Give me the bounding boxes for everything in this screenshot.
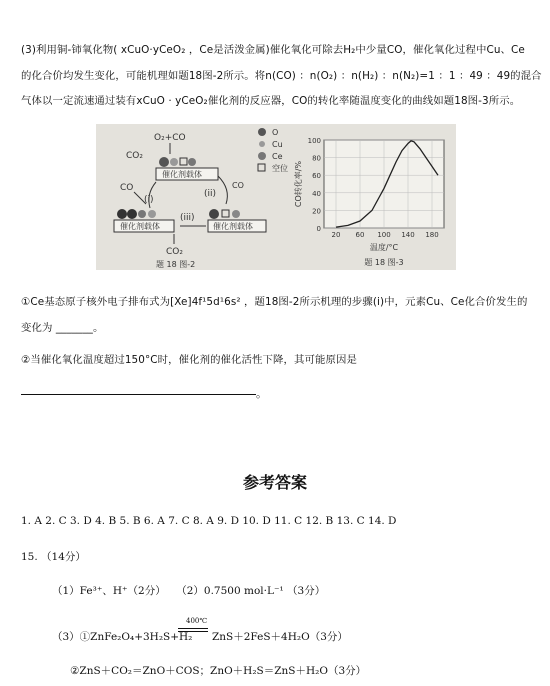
x-tick-label: 180 [425,231,439,239]
legend-ce: Ce [272,152,283,161]
chart-ylabel: CO转化率/% [294,160,303,208]
chart-xlabel: 温度/°C [369,243,399,252]
question-line-2: 的化合价均发生变化，可能机理如题18图-2所示。将n(CO) ：n(O₂) ：n(H₂) ：n(N₂)=1 ：1 ：49 ：49的混合 [21,70,542,82]
y-tick-label: 60 [312,172,321,181]
step-ii-label: (ii) [204,189,217,199]
figure-svg [96,124,456,270]
atom-cu-2 [138,210,146,218]
step-i-label: (i) [144,195,154,205]
conversion-chart [293,137,444,267]
x-tick-label: 60 [355,231,365,239]
label-co-right: CO [232,181,244,190]
reaction-arrow-line-2 [178,631,208,632]
legend-o: O [272,128,279,137]
label-co2-bottom: CO₂ [166,247,183,257]
legend-vacancy: 空位 [272,164,288,173]
question-15-header: 15. （14分） [21,551,86,563]
reaction-arrow-line-1 [178,628,208,629]
label-co2-top: CO₂ [126,151,143,161]
question-15-part-1-2: （1）Fe³⁺、H⁺（2分） （2）0.7500 mol·L⁻¹ （3分） [52,585,326,597]
x-tick-label: 140 [401,231,415,239]
arrow-step-ii [218,176,227,204]
atom-ce-2 [117,209,127,219]
question-15-part-3-a-left: （3）①ZnFe₂O₄+3H₂S+H₂ [52,631,193,643]
question-15-part-3-a-right: ZnS＋2FeS＋4H₂O（3分） [212,631,348,643]
support-label-left: 催化剂载体 [120,222,160,231]
y-tick-label: 0 [316,225,321,233]
atom-cu-3 [232,210,240,218]
vacancy-square-2 [222,210,229,217]
chart-y-ticks [308,137,321,233]
reaction-condition: 400℃ [186,617,208,625]
answer-blank-end: 。 [256,387,267,400]
figure-area [96,124,456,270]
y-tick-label: 20 [312,207,321,216]
choice-answers: 1. A 2. C 3. D 4. B 5. B 6. A 7. C 8. A 9. D 10. D 11. C 12. B 13. C 14. D [21,515,397,527]
legend-cu-symbol [259,141,265,147]
label-co-left: CO [120,183,134,193]
support-label-right: 催化剂载体 [213,222,253,231]
legend-cu: Cu [272,140,283,149]
atom-o [188,158,196,166]
sub-question-1-line-2: 变化为 _______。 [21,322,104,334]
y-tick-label: 100 [307,137,321,145]
sub-question-2: ②当催化氧化温度超过150°C时，催化剂的催化活性下降，其可能原因是 [21,354,357,366]
x-tick-label: 20 [331,231,341,239]
figure2-caption: 题 18 图-2 [156,260,196,269]
sub-question-1-line-1: ①Ce基态原子核外电子排布式为[Xe]4f¹5d¹6s² ，题18图-2所示机理的步骤(i)中，元素Cu、Ce化合价发生的 [21,296,528,308]
x-tick-label: 100 [377,231,391,239]
atom-o-2 [148,210,156,218]
legend-o-symbol [258,128,266,136]
support-label-top: 催化剂载体 [162,170,202,179]
figure3-caption: 题 18 图-3 [364,258,404,267]
atom-ce-3 [127,209,137,219]
answers-heading: 参考答案 [242,473,307,492]
atom-ce [159,157,169,167]
step-iii-label: (iii) [180,213,195,223]
mechanism-diagram [114,133,266,269]
vacancy-square [180,158,187,165]
question-line-1: (3)利用铜-铈氧化物( xCuO·yCeO₂ ，Ce是活泼金属)催化氧化可除去H₂中少量CO，催化氧化过程中Cu、Ce [21,44,525,56]
atom-cu [170,158,178,166]
y-tick-label: 40 [312,189,321,198]
question-line-3: 气体以一定流速通过装有xCuO · yCeO₂催化剂的反应器，CO的转化率随温度变化的曲线如题18图-3所示。 [21,95,521,107]
atom-ce-4 [209,209,219,219]
label-o2-co: O₂+CO [154,133,186,143]
legend [258,128,288,173]
y-tick-label: 80 [312,154,321,163]
chart-x-ticks [332,231,439,239]
question-15-part-3-b: ②ZnS＋CO₂＝ZnO＋COS；ZnO＋H₂S＝ZnS＋H₂O（3分） [70,665,367,677]
legend-vacancy-symbol [258,164,265,171]
legend-ce-symbol [258,152,266,160]
answer-blank-line [21,394,256,395]
